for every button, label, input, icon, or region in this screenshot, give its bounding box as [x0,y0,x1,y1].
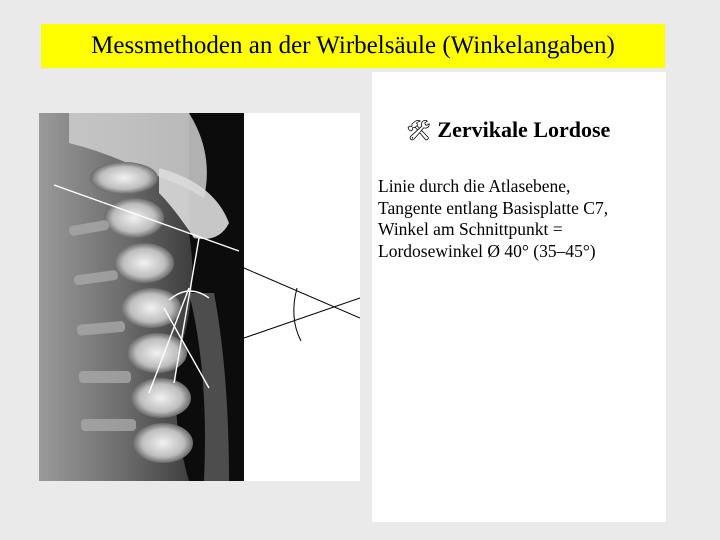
description-text [378,176,662,262]
title-bar [41,24,665,68]
heading-text: Zervikale Lordose [437,117,611,142]
description-line: Winkel am Schnittpunkt = [378,219,563,239]
description-line: Lordosewinkel Ø 40° (35–45°) [378,240,596,261]
text-panel [372,72,666,522]
cervical-spine-xray-image [39,113,360,481]
tools-icon: 🛠 [406,118,432,142]
slide-title: Messmethoden an der Wirbelsäule (Winkelangaben) [91,32,615,59]
description-line: Tangente entlang Basisplatte C7, [378,197,609,218]
description-line: Linie durch die Atlasebene, [378,176,571,196]
section-heading [406,117,610,143]
